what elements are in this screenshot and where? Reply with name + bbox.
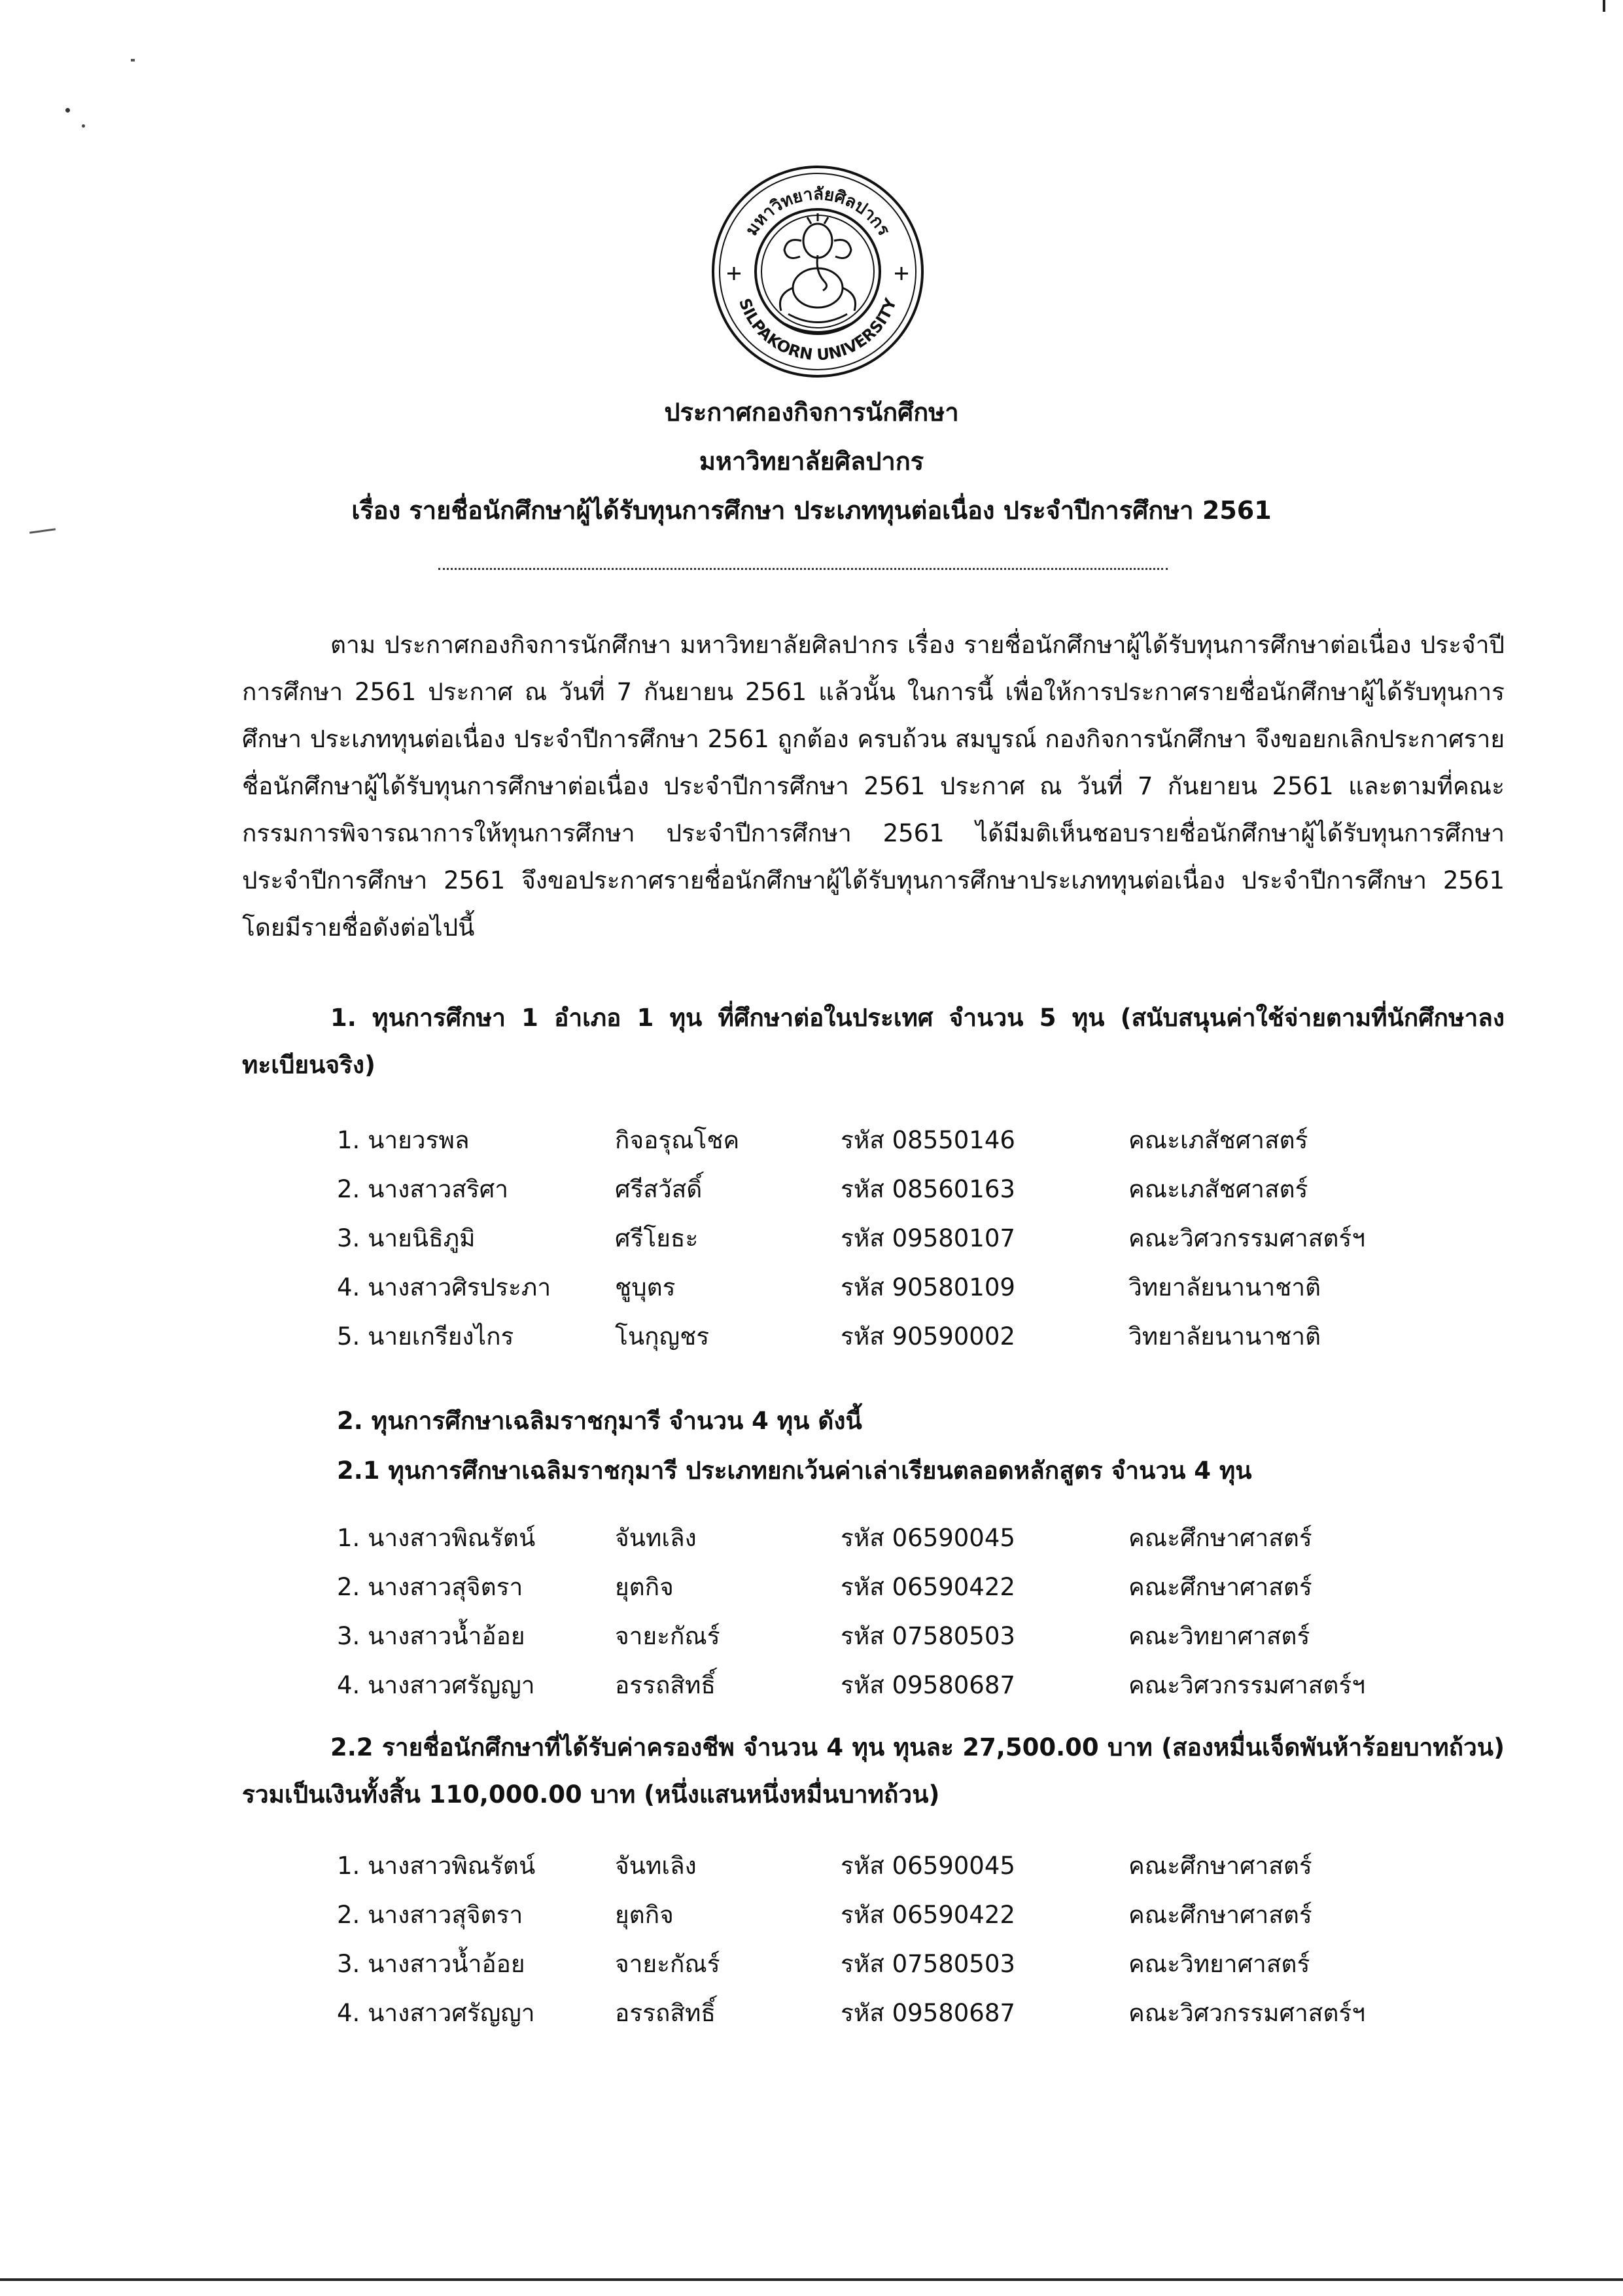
student-surname: อรรถสิทธิ์ — [615, 1671, 716, 1699]
announcement-subject: เรื่อง รายชื่อนักศึกษาผู้ได้รับทุนการศึกษา ประเภททุนต่อเนื่อง ประจำปีการศึกษา 2561 — [351, 496, 1272, 525]
list-item — [337, 1939, 1488, 1988]
student-surname: ยุตกิจ — [615, 1573, 674, 1601]
student-name: 1. นายวรพล — [337, 1126, 470, 1154]
student-name: 4. นางสาวศรัญญา — [337, 1671, 535, 1699]
list-item — [337, 1263, 1488, 1312]
student-code: รหัส 09580687 — [841, 1671, 1015, 1699]
student-name: 2. นางสาวสุจิตรา — [337, 1901, 523, 1929]
university-name: มหาวิทยาลัยศิลปากร — [699, 447, 924, 476]
student-surname: จายะกัณร์ — [615, 1622, 720, 1650]
svg-text:มหาวิทยาลัยศิลปากร — [742, 185, 894, 239]
student-name: 5. นายเกรียงไกร — [337, 1322, 514, 1351]
list-item — [337, 1214, 1488, 1263]
announcement-issuer: ประกาศกองกิจการนักศึกษา — [664, 398, 959, 427]
margin-mark — [29, 528, 56, 534]
section1-heading: 1. ทุนการศึกษา 1 อำเภอ 1 ทุน ที่ศึกษาต่อในประเทศ จำนวน 5 ทุน (สนับสนุนค่าใช้จ่ายตามที่นักศึกษาลงทะเบียนจริง) — [242, 1004, 1505, 1079]
list-item — [337, 1563, 1488, 1612]
list-item — [337, 1661, 1488, 1710]
page-bottom-edge — [0, 2278, 1623, 2281]
seal-text-bottom: SILPAKORN UNIVERSITY — [735, 296, 901, 364]
student-surname: จันทเลิง — [615, 1852, 697, 1880]
student-code: รหัส 06590422 — [841, 1901, 1015, 1929]
student-faculty: คณะวิทยาศาสตร์ — [1128, 1622, 1310, 1650]
student-faculty: วิทยาลัยนานาชาติ — [1128, 1322, 1321, 1351]
student-code: รหัส 90590002 — [841, 1322, 1015, 1351]
seal-text-top: มหาวิทยาลัยศิลปากร — [742, 184, 894, 239]
section2-1-heading: 2.1 ทุนการศึกษาเฉลิมราชกุมารี ประเภทยกเว้นค่าเล่าเรียนตลอดหลักสูตร จำนวน 4 ทุน — [337, 1457, 1252, 1485]
scan-speck — [65, 108, 70, 113]
student-code: รหัส 07580503 — [841, 1622, 1015, 1650]
list-item — [337, 1116, 1488, 1165]
student-surname: ยุตกิจ — [615, 1901, 674, 1929]
student-faculty: คณะศึกษาศาสตร์ — [1128, 1852, 1312, 1880]
list-item — [337, 1890, 1488, 1939]
student-code: รหัส 07580503 — [841, 1950, 1015, 1978]
section2-1-list — [337, 1513, 1488, 1710]
svg-text:SILPAKORN UNIVERSITY — [735, 296, 900, 364]
list-item — [337, 1165, 1488, 1214]
student-surname: ชูบุตร — [615, 1273, 676, 1301]
list-item — [337, 1988, 1488, 2038]
student-faculty: คณะวิทยาศาสตร์ — [1128, 1950, 1310, 1978]
student-name: 2. นางสาวสริศา — [337, 1175, 509, 1203]
student-surname: โนกุญชร — [615, 1322, 710, 1351]
student-faculty: คณะศึกษาศาสตร์ — [1128, 1573, 1312, 1601]
student-name: 3. นางสาวน้ำอ้อย — [337, 1622, 525, 1650]
section2-heading: 2. ทุนการศึกษาเฉลิมราชกุมารี จำนวน 4 ทุน ดังนี้ — [337, 1407, 862, 1435]
student-surname: ศรีโยธะ — [615, 1224, 699, 1252]
list-item — [337, 1513, 1488, 1563]
student-code: รหัส 08550146 — [841, 1126, 1015, 1154]
header-divider — [438, 568, 1168, 570]
student-code: รหัส 06590422 — [841, 1573, 1015, 1601]
student-code: รหัส 09580107 — [841, 1224, 1015, 1252]
ganesha-emblem-icon — [780, 213, 855, 332]
student-name: 2. นางสาวสุจิตรา — [337, 1573, 523, 1601]
student-name: 1. นางสาวพิณรัตน์ — [337, 1524, 536, 1552]
student-faculty: คณะศึกษาศาสตร์ — [1128, 1901, 1312, 1929]
student-faculty: คณะศึกษาศาสตร์ — [1128, 1524, 1312, 1552]
student-name: 3. นางสาวน้ำอ้อย — [337, 1950, 525, 1978]
section2-2-list — [337, 1841, 1488, 2038]
student-faculty: คณะเภสัชศาสตร์ — [1128, 1126, 1308, 1154]
margin-mark — [1603, 0, 1605, 12]
student-faculty: คณะวิศวกรรมศาสตร์ฯ — [1128, 1224, 1366, 1252]
list-item — [337, 1612, 1488, 1661]
scan-speck — [82, 124, 85, 128]
student-surname: อรรถสิทธิ์ — [615, 1999, 716, 2027]
student-code: รหัส 09580687 — [841, 1999, 1015, 2027]
student-faculty: คณะวิศวกรรมศาสตร์ฯ — [1128, 1671, 1366, 1699]
student-faculty: คณะวิศวกรรมศาสตร์ฯ — [1128, 1999, 1366, 2027]
student-name: 4. นางสาวศรัญญา — [337, 1999, 535, 2027]
student-surname: ศรีสวัสดิ์ — [615, 1175, 703, 1203]
student-name: 3. นายนิธิภูมิ — [337, 1224, 476, 1252]
student-surname: จายะกัณร์ — [615, 1950, 720, 1978]
intro-paragraph: ตาม ประกาศกองกิจการนักศึกษา มหาวิทยาลัยศิลปากร เรื่อง รายชื่อนักศึกษาผู้ได้รับทุนการศึกษาต่อเนื่อง ประจำปีการศึกษา 2561 ประกาศ ณ วันที่ 7 กันยายน 2561 แล้วนั้น ในการนี้ เพื่อให้การประกาศรายชื่อนักศึกษาผู้ได้รับทุนการศึกษา ประเภททุนต่อเนื่อง ประจำปีการศึกษา 2561 ถูกต้อง ครบถ้วน สมบูรณ์ กองกิจการนักศึกษา จึงขอยกเลิกประกาศรายชื่อนักศึกษาผู้ได้รับทุนการศึกษาต่อเนื่อง ประจำปีการศึกษา 2561 ประกาศ ณ วันที่ 7 กันยายน 2561 และตามที่คณะกรรมการพิจารณาการให้ทุนการศึกษา ประจำปีการศึกษา 2561 ได้มีมติเห็นชอบรายชื่อนักศึกษาผู้ได้รับทุนการศึกษา ประจำปีการศึกษา 2561 จึงขอประกาศรายชื่อนักศึกษาผู้ได้รับทุนการศึกษาประเภททุนต่อเนื่อง ประจำปีการศึกษา 2561 โดยมีรายชื่อดังต่อไปนี้ — [242, 631, 1505, 942]
university-seal — [710, 164, 926, 380]
student-code: รหัส 08560163 — [841, 1175, 1015, 1203]
student-name: 1. นางสาวพิณรัตน์ — [337, 1852, 536, 1880]
list-item — [337, 1841, 1488, 1890]
student-faculty: คณะเภสัชศาสตร์ — [1128, 1175, 1308, 1203]
student-code: รหัส 06590045 — [841, 1852, 1015, 1880]
section2-2-heading: 2.2 รายชื่อนักศึกษาที่ได้รับค่าครองชีพ จำนวน 4 ทุน ทุนละ 27,500.00 บาท (สองหมื่นเจ็ดพันห้าร้อยบาทถ้วน) รวมเป็นเงินทั้งสิ้น 110,000.00 บาท (หนึ่งแสนหนึ่งหมื่นบาทถ้วน) — [242, 1733, 1505, 1809]
student-surname: จันทเลิง — [615, 1524, 697, 1552]
student-code: รหัส 90580109 — [841, 1273, 1015, 1301]
student-code: รหัส 06590045 — [841, 1524, 1015, 1552]
student-name: 4. นางสาวศิรประภา — [337, 1273, 551, 1301]
student-surname: กิจอรุณโชค — [615, 1126, 740, 1154]
list-item — [337, 1312, 1488, 1361]
scan-speck — [131, 59, 135, 62]
student-faculty: วิทยาลัยนานาชาติ — [1128, 1273, 1321, 1301]
section1-list — [337, 1116, 1488, 1361]
